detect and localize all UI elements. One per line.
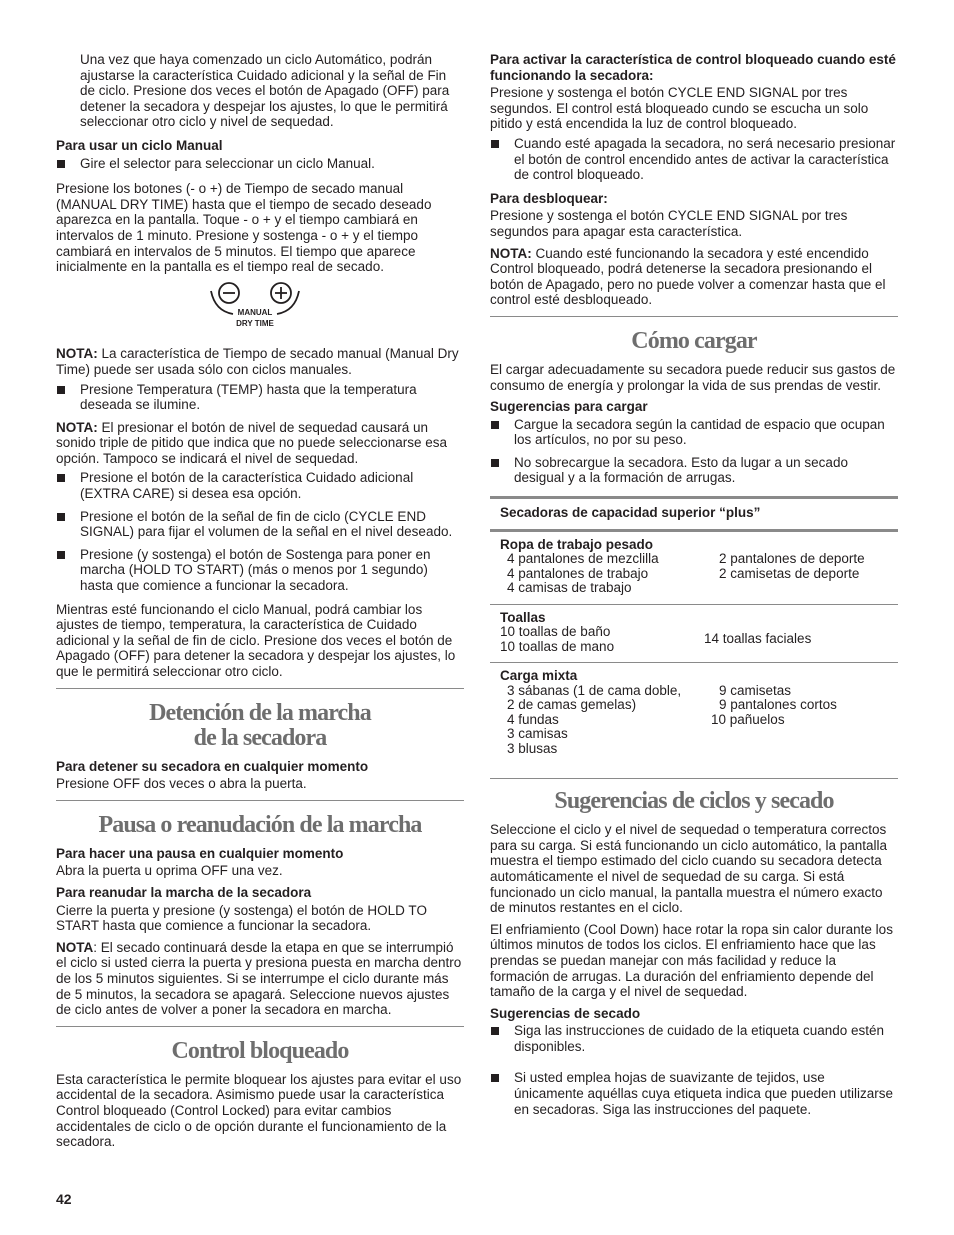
cycle-tips-para-2: El enfriamiento (Cool Down) hace rotar la ropa sin calor durante los últimos minutos de todos los ciclos. El enfriamiento hace que las prendas se puedan manejar con más facilidad y reduce la formación de arrugas. La duración del enfriamiento depende del tamaño de la carga y el nivel de sequedad. (490, 921, 893, 1000)
table-cell: 10 toallas de baño (500, 624, 611, 640)
table-row (490, 532, 898, 605)
load-table-header: Secadoras de capacidad superior “plus” (490, 496, 898, 532)
list-item: Gire el selector para seleccionar un ciclo Manual. (56, 156, 464, 172)
table-cell: 2 de camas gemelas) (507, 697, 637, 713)
list-item: Presione Temperatura (TEMP) hasta que la temperatura deseada se ilumine. (56, 382, 464, 413)
list-item: Presione (y sostenga) el botón de Sostenga para poner en marcha (HOLD TO START) (más o menos por 1 segundo) hasta que comience a funcionar la secadora. (56, 547, 464, 594)
icon-label-dry-time: DRY TIME (236, 318, 274, 328)
table-cell: 3 blusas (507, 740, 558, 756)
divider (56, 1026, 464, 1027)
manual-cycle-heading: Para usar un ciclo Manual (56, 137, 223, 153)
control-lock-title: Control bloqueado (171, 1037, 349, 1064)
table-cell: 4 camisas de trabajo (507, 580, 632, 596)
table-row (490, 605, 898, 664)
loading-text: El cargar adecuadamente su secadora puede reducir sus gastos de consumo de energía y prolongar la vida de sus prendas de vestir. (490, 361, 896, 393)
resume-text: Cierre la puerta y presione (y sostenga) el botón de HOLD TO START hasta que comience a funcionar la secadora. (56, 902, 427, 934)
stop-text: Presione OFF dos veces o abra la puerta. (56, 776, 307, 792)
loading-tips-list (490, 417, 898, 486)
activate-lock-text: Presione y sostenga el botón CYCLE END SIGNAL por tres segundos. El control está bloqueado cundo se escucha un solo pitido y está encendida la luz de control bloqueado. (490, 85, 869, 132)
activate-lock-list (490, 136, 898, 183)
table-cell: 9 camisetas (719, 682, 792, 698)
list-item: No sobrecargue la secadora. Esto da lugar a un secado desigual y a la formación de arrugas. (490, 455, 898, 486)
divider (56, 688, 464, 689)
table-cell: 4 fundas (507, 711, 559, 727)
activate-lock-heading: Para activar la característica de control bloqueado cuando esté funcionando la secadora: (490, 52, 896, 83)
table-cell: 9 pantalones cortos (719, 697, 837, 713)
resume-heading: Para reanudar la marcha de la secadora (56, 884, 312, 900)
pause-text: Abra la puerta u oprima OFF una vez. (56, 863, 283, 879)
list-item: Si usted emplea hojas de suavizante de tejidos, use únicamente aquéllas cuya etiqueta indica que pueden utilizarse en secadoras. Siga las instrucciones del paquete. (490, 1070, 898, 1117)
table-cell: 14 toallas faciales (704, 631, 812, 647)
stop-heading: Para detener su secadora en cualquier momento (56, 758, 369, 774)
list-item: Siga las instrucciones de cuidado de la etiqueta cuando estén disponibles. (490, 1023, 898, 1054)
table-cell: 10 pañuelos (711, 711, 785, 727)
note-resume: NOTA: El secado continuará desde la etapa en que se interrumpió el ciclo si usted cierra la puerta y presiona puesta en marcha dentro de los 5 minutos siguientes. Si se interrumpe el ciclo durante más de 5 minutos, la secadora se apagará. Seleccione nuevos ajustes de ciclo antes de volver a poner la secadora en marcha. (56, 939, 462, 1018)
cycle-tips-para-1: Seleccione el ciclo y el nivel de sequedad o temperatura correctos para su carga. Si está funcionando un ciclo automático, la pantalla muestra el tiempo estimado del ciclo cuando su secadora detecta automáticamente el nivel de sequedad de su carga. Si está funcionado un ciclo manual, la pantalla muestra el número exacto de minutos restantes en el ciclo. (490, 822, 887, 916)
table-cell: 2 camisetas de deporte (719, 565, 860, 581)
drying-tips-list (490, 1023, 898, 1117)
row-title: Toallas (500, 609, 546, 625)
cycle-tips-title: Sugerencias de ciclos y secado (554, 788, 834, 815)
manual-dry-time-control (56, 281, 464, 335)
table-cell: 3 sábanas (1 de cama doble, (507, 682, 682, 698)
note-lock: NOTA: Cuando esté funcionando la secadora y esté encendido Control bloqueado, podrá detenerse la secadora presionando el botón de Apagado, pero no puede volver a comenzar hasta que el control esté desbloqueado. (490, 245, 886, 308)
table-cell: 2 pantalones de deporte (719, 551, 865, 567)
loading-tips-heading: Sugerencias para cargar (490, 399, 648, 415)
list-item: Presione el botón de la característica Cuidado adicional (EXTRA CARE) si desea esa opción. (56, 470, 464, 501)
list-item: Presione el botón de la señal de fin de ciclo (CYCLE END SIGNAL) para fijar el volumen de la señal en el nivel deseado. (56, 509, 464, 540)
manual-running-para: Mientras esté funcionando el ciclo Manual, podrá cambiar los ajustes de tiempo, temperatura, la característica de Cuidado adicional y la señal de fin de ciclo. Presione dos veces el botón de Apagado (OFF) para detener la secadora y despejar los ajustes, lo que le permitirá seleccionar otro ciclo. (56, 601, 456, 679)
pause-resume-title: Pausa o reanudación de la marcha (98, 811, 422, 838)
loading-title: Cómo cargar (631, 327, 757, 354)
note-manual-dry-time: NOTA: La característica de Tiempo de secado manual (Manual Dry Time) puede ser usada sólo con ciclos manuales. (56, 346, 459, 377)
manual-dry-time-icon (205, 281, 305, 331)
control-lock-text: Esta característica le permite bloquear los ajustes para evitar el uso accidental de la secadora. Asimismo puede usar la característica Control bloqueado (Control Locked) para evitar cambios accidentales de ciclo o de opción durante el funcionamiento de la secadora. (56, 1071, 462, 1150)
table-row (490, 663, 898, 779)
table-cell: 4 pantalones de mezclilla (507, 551, 659, 567)
temp-list (56, 382, 464, 413)
note-dryness-level: NOTA: El presionar el botón de nivel de sequedad causará un sonido triple de pitido que indica que no puede seleccionarse esa opción. Tampoco se indicará el nivel de sequedad. (56, 419, 448, 466)
page-number: 42 (56, 1191, 72, 1207)
table-cell: 10 toallas de mano (500, 638, 615, 654)
icon-label-manual: MANUAL (237, 307, 273, 317)
manual-dry-time-para: Presione los botones (- o +) de Tiempo de secado manual (MANUAL DRY TIME) hasta que el tiempo de secado deseado aparezca en la pantalla. Toque - o + y el tiempo cambiará en intervalos de 1 minuto. Presione y sostenga - o + y el tiempo cambiará en intervalos de 5 minutos. El tiempo que aparece inicialmente en la pantalla es el tiempo real de secado. (56, 181, 432, 275)
manual-cycle-list (56, 156, 464, 172)
auto-cycle-intro: Una vez que haya comenzado un ciclo Automático, podrán ajustarse la característica Cuidado adicional y la señal de Fin de ciclo. Presione dos veces el botón de Apagado (OFF) para detener la secadora y despejar los ajustes, lo que le permitirá seleccionar otro ciclo y nivel de sequedad. (80, 52, 450, 130)
divider (56, 800, 464, 801)
pause-heading: Para hacer una pausa en cualquier momento (56, 845, 344, 861)
divider (490, 316, 898, 317)
load-table (490, 496, 898, 779)
right-column (490, 52, 898, 1124)
table-cell: 4 pantalones de trabajo (507, 565, 649, 581)
stop-dryer-title: Detención de la marcha de la secadora (149, 699, 371, 751)
unlock-heading: Para desbloquear: (490, 190, 608, 206)
manual-options-list (56, 470, 464, 593)
list-item: Cuando esté apagada la secadora, no será necesario presionar el botón de control encendido antes de activar la característica de control bloqueado. (490, 136, 898, 183)
left-column (56, 52, 464, 1156)
drying-tips-heading: Sugerencias de secado (490, 1005, 641, 1021)
unlock-text: Presione y sostenga el botón CYCLE END SIGNAL por tres segundos para apagar esta característica. (490, 208, 848, 239)
table-cell: 3 camisas (507, 726, 568, 742)
row-title: Ropa de trabajo pesado (500, 536, 654, 552)
row-title: Carga mixta (500, 668, 578, 684)
list-item: Cargue la secadora según la cantidad de espacio que ocupan los artículos, no por su peso. (490, 417, 898, 448)
